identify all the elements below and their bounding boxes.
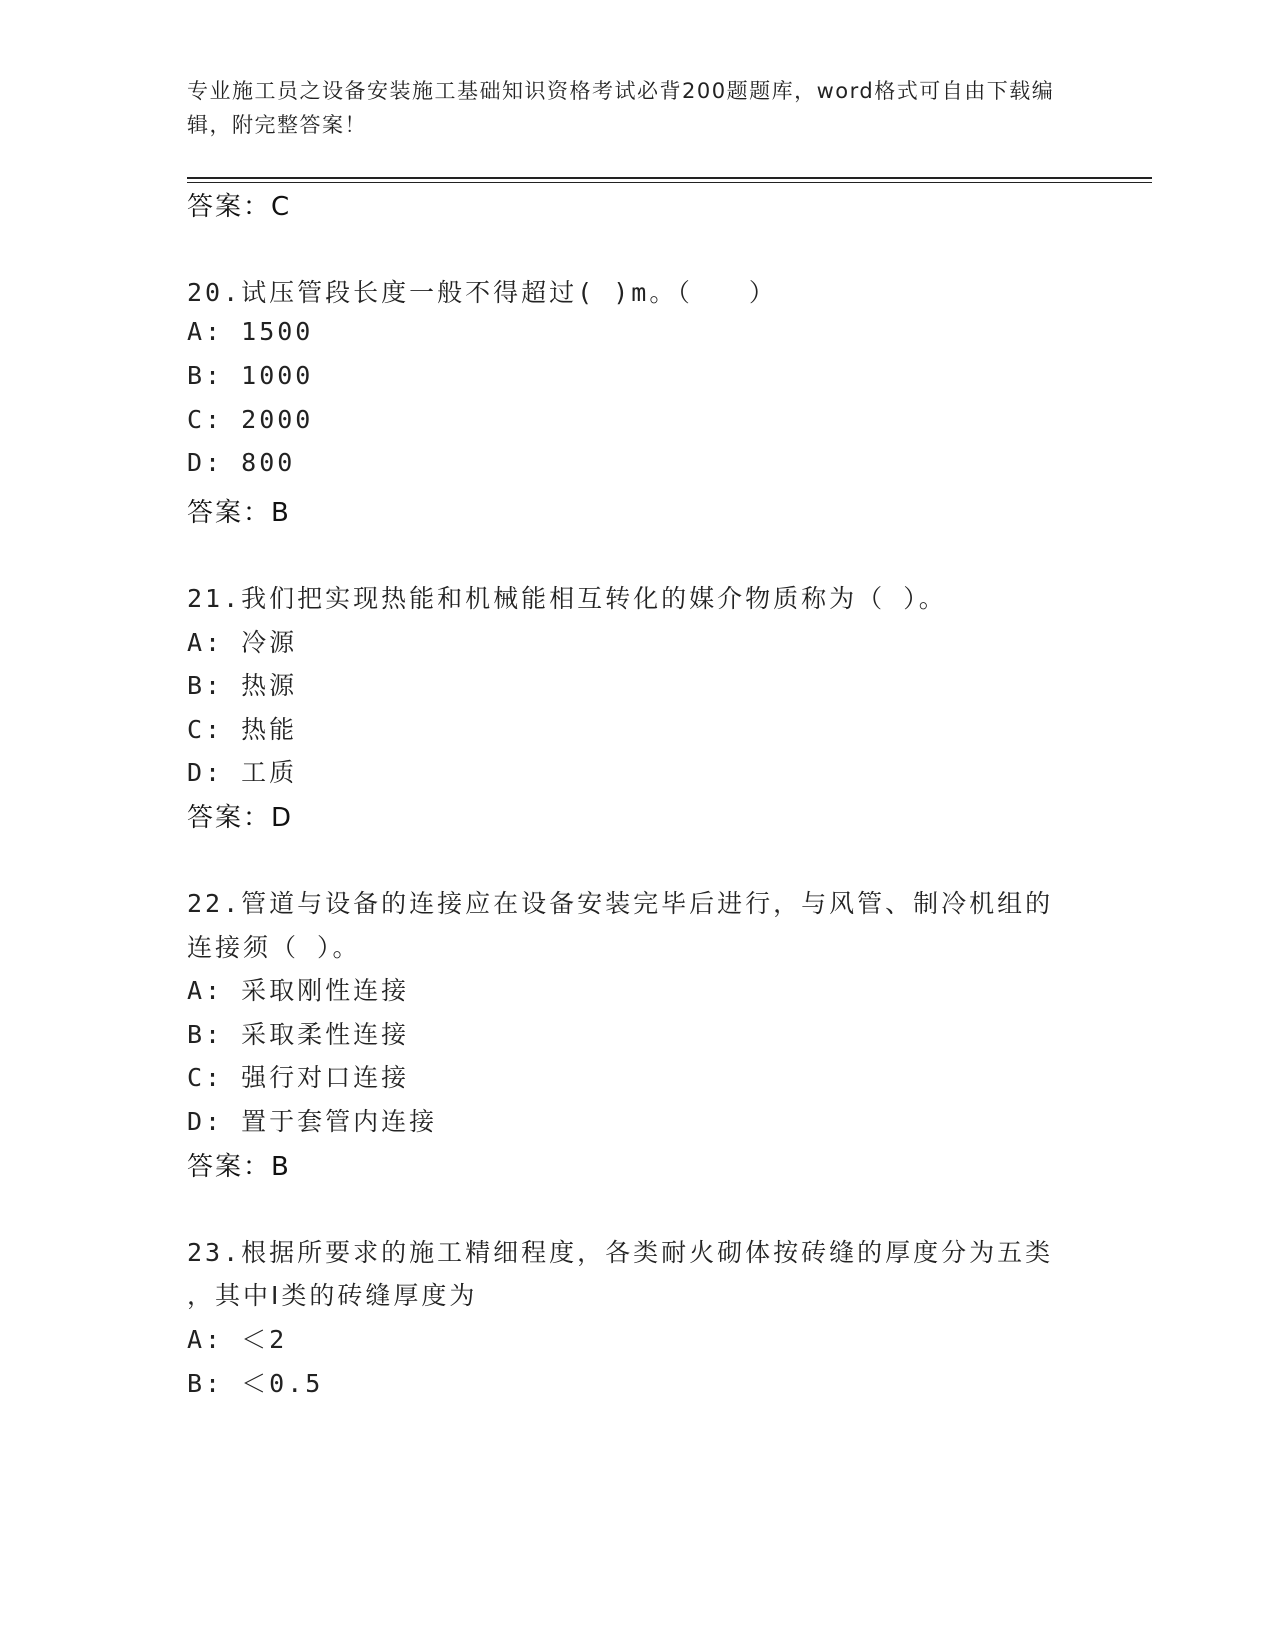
question-20-option-b: B: 1000 bbox=[187, 361, 314, 390]
question-21-option-d: D: 工质 bbox=[187, 758, 298, 787]
question-20-option-c: C: 2000 bbox=[187, 405, 314, 434]
question-23-option-b: B: ＜0.5 bbox=[187, 1369, 324, 1398]
question-20-answer: 答案：B bbox=[187, 498, 291, 528]
question-23-stem-line-1: 23.根据所要求的施工精细程度，各类耐火砌体按砖缝的厚度分为五类 bbox=[187, 1238, 1054, 1267]
question-20-option-a: A: 1500 bbox=[187, 317, 314, 346]
question-22-stem-line-2: 连接须（ ）。 bbox=[187, 933, 361, 962]
question-21-answer: 答案：D bbox=[187, 803, 294, 833]
question-21-stem: 21.我们把实现热能和机械能相互转化的媒介物质称为（ ）。 bbox=[187, 584, 947, 613]
question-22-answer: 答案：B bbox=[187, 1152, 291, 1182]
question-22-option-c: C: 强行对口连接 bbox=[187, 1063, 410, 1092]
header-divider-thin bbox=[187, 182, 1152, 183]
question-20-option-d: D: 800 bbox=[187, 448, 296, 477]
question-23-option-a: A: ＜2 bbox=[187, 1325, 288, 1354]
document-header: 专业施工员之设备安装施工基础知识资格考试必背200题题库，word格式可自由下载编辑，附完整答案！ bbox=[187, 79, 1055, 137]
header-divider-thick bbox=[187, 177, 1152, 179]
question-22-stem-line-1: 22.管道与设备的连接应在设备安装完毕后进行，与风管、制冷机组的 bbox=[187, 889, 1054, 918]
question-22-option-a: A: 采取刚性连接 bbox=[187, 976, 410, 1005]
question-23-stem-line-2: ，其中Ⅰ类的砖缝厚度为 bbox=[187, 1281, 478, 1310]
question-22-option-d: D: 置于套管内连接 bbox=[187, 1107, 438, 1136]
question-21-option-c: C: 热能 bbox=[187, 715, 298, 744]
question-21-option-b: B: 热源 bbox=[187, 671, 298, 700]
question-21-option-a: A: 冷源 bbox=[187, 628, 298, 657]
question-20-stem: 20.试压管段长度一般不得超过( )m。（ ） bbox=[187, 278, 777, 307]
question-22-option-b: B: 采取柔性连接 bbox=[187, 1020, 410, 1049]
answer-prev: 答案：C bbox=[187, 192, 292, 222]
